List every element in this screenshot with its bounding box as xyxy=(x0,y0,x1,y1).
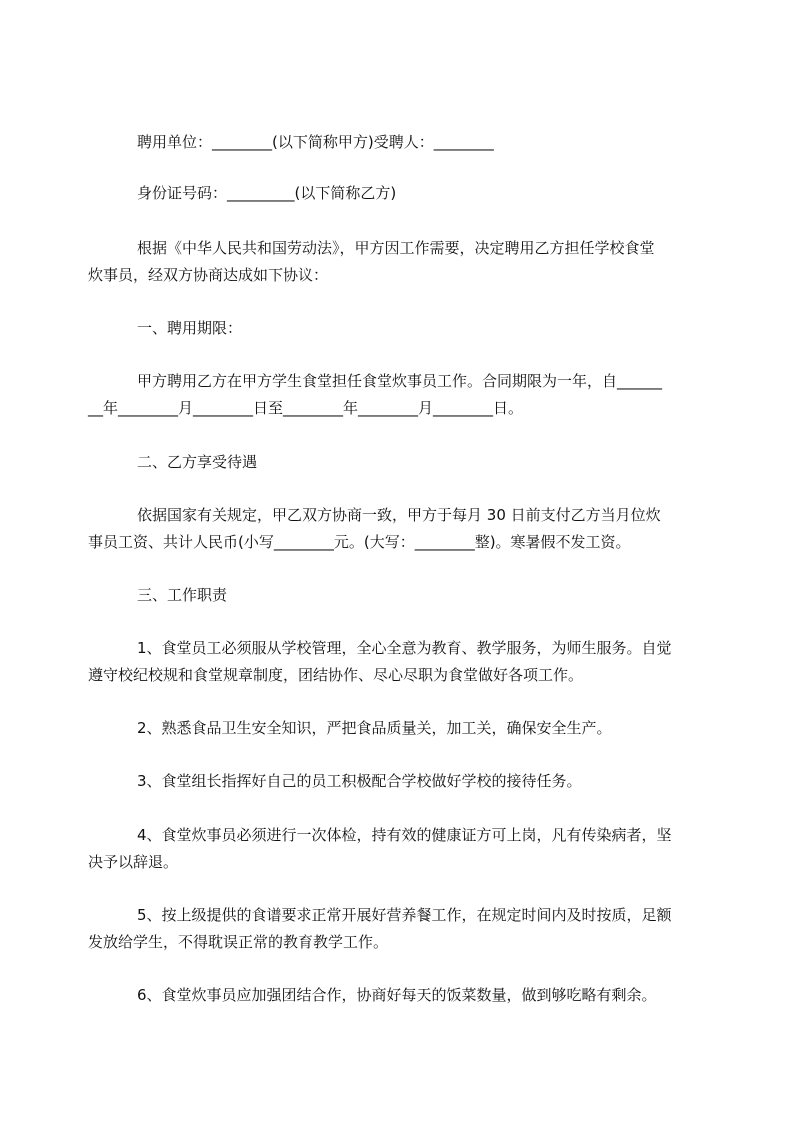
employer-line: 聘用单位：________(以下简称甲方)受聘人：________ xyxy=(137,133,494,151)
duty-2-line-1: 2、熟悉食品卫生安全知识，严把食品质量关，加工关，确保安全生产。 xyxy=(137,719,612,737)
duty-4-line-1: 4、食堂炊事员必须进行一次体检，持有效的健康证方可上岗，凡有传染病者，坚 xyxy=(137,826,672,844)
duty-3-line-1: 3、食堂组长指挥好自己的员工积极配合学校做好学校的接待任务。 xyxy=(137,772,582,790)
section-2-line-2: 事员工资、共计人民币(小写________元。(大写：________整)。寒暑假不发工资。 xyxy=(88,533,631,551)
section-1-line-1: 甲方聘用乙方在甲方学生食堂担任食堂炊事员工作。合同期限为一年，自______ xyxy=(137,372,663,390)
section-1-heading: 一、聘用期限： xyxy=(137,319,243,337)
intro-line-2: 炊事员，经双方协商达成如下协议： xyxy=(88,266,329,284)
duty-5-line-2: 发放给学生，不得耽误正常的教育教学工作。 xyxy=(88,933,389,951)
section-3-heading: 三、工作职责 xyxy=(137,586,228,604)
id-number-line: 身份证号码：_________(以下简称乙方) xyxy=(137,184,397,202)
duty-1-line-1: 1、食堂员工必须服从学校管理，全心全意为教育、教学服务，为师生服务。自觉 xyxy=(137,639,672,657)
section-1-line-2: __年________月________日至________年________月________日。 xyxy=(88,399,524,417)
duty-1-line-2: 遵守校纪校规和食堂规章制度，团结协作、尽心尽职为食堂做好各项工作。 xyxy=(88,666,584,684)
duty-4-line-2: 决予以辞退。 xyxy=(88,853,179,871)
section-2-line-1: 依据国家有关规定，甲乙双方协商一致，甲方于每月 30 日前支付乙方当月位炊 xyxy=(137,506,661,524)
section-2-heading: 二、乙方享受待遇 xyxy=(137,453,258,471)
duty-6-line-1: 6、食堂炊事员应加强团结合作，协商好每天的饭菜数量，做到够吃略有剩余。 xyxy=(137,986,657,1004)
intro-line-1: 根据《中华人民共和国劳动法》，甲方因工作需要，决定聘用乙方担任学校食堂 xyxy=(137,239,655,257)
duty-5-line-1: 5、按上级提供的食谱要求正常开展好营养餐工作，在规定时间内及时按质，足额 xyxy=(137,906,672,924)
